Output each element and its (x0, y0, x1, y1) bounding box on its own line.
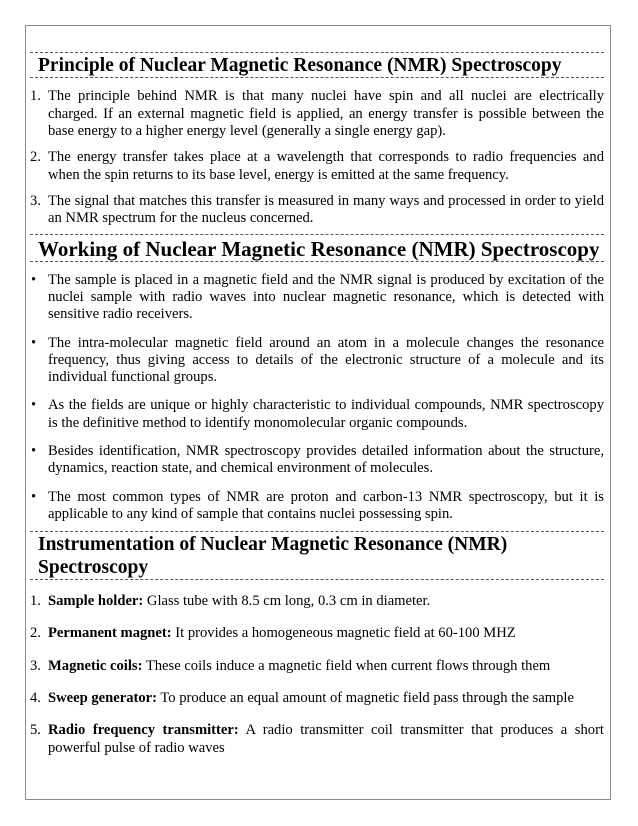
bullet-icon: • (31, 397, 37, 414)
list-number: 5. (30, 722, 41, 739)
section-heading-instrumentation: Instrumentation of Nuclear Magnetic Resonance (NMR) Spectroscopy (30, 531, 604, 580)
working-list (30, 272, 604, 524)
item-term: Magnetic coils: (48, 657, 143, 674)
item-term: Radio frequency transmitter: (48, 722, 239, 739)
item-term: Permanent magnet: (48, 625, 172, 642)
list-item (30, 489, 604, 524)
item-term: Sweep generator: (48, 689, 158, 706)
instrumentation-list (30, 593, 604, 757)
bullet-icon: • (31, 443, 37, 460)
list-item (30, 335, 604, 387)
list-number: 2. (30, 625, 41, 642)
list-number: 3. (30, 657, 41, 674)
document-body (30, 52, 604, 772)
list-item (30, 193, 604, 228)
list-item (30, 658, 604, 675)
list-item (30, 722, 604, 757)
list-item-text: To produce an equal amount of magnetic field pass through the sample (160, 689, 574, 706)
list-item-text: A radio transmitter coil transmitter that produces a short powerful pulse of radio waves (48, 722, 604, 756)
list-item (30, 625, 604, 642)
list-item-text: Glass tube with 8.5 cm long, 0.3 cm in diameter. (146, 593, 431, 610)
list-item (30, 149, 604, 184)
list-item (30, 88, 604, 140)
list-item-text: The principle behind NMR is that many nuclei have spin and all nuclei are electrically charged. If an external magnetic field is applied, an energy transfer is possible between the base energy to a higher energy level (generally a single energy gap). (48, 88, 604, 140)
list-item-text: Besides identification, NMR spectroscopy provides detailed information about the structure, dynamics, reaction state, and chemical environment of molecules. (48, 443, 604, 477)
list-item-text: As the fields are unique or highly characteristic to individual compounds, NMR spectroscopy is the definitive method to identify monomolecular organic compounds. (48, 397, 604, 431)
list-item (30, 443, 604, 478)
section-heading-principle: Principle of Nuclear Magnetic Resonance (NMR) Spectroscopy (30, 52, 604, 78)
list-item-text: The signal that matches this transfer is measured in many ways and processed in order to yield an NMR spectrum for the nucleus concerned. (48, 192, 604, 227)
list-item-text: The energy transfer takes place at a wavelength that corresponds to radio frequencies and when the spin returns to its base level, energy is emitted at the same frequency. (48, 149, 604, 183)
section-heading-working: Working of Nuclear Magnetic Resonance (NMR) Spectroscopy (30, 234, 604, 262)
item-term: Sample holder: (48, 593, 144, 610)
bullet-icon: • (31, 488, 37, 505)
bullet-icon: • (31, 271, 37, 288)
list-item (30, 690, 604, 707)
list-number: 4. (30, 689, 41, 706)
list-number: 2. (30, 149, 41, 166)
principle-list (30, 88, 604, 227)
list-item-text: These coils induce a magnetic field when current flows through them (145, 657, 551, 674)
list-item (30, 593, 604, 610)
list-item (30, 272, 604, 324)
list-number: 1. (30, 593, 41, 610)
list-item-text: It provides a homogeneous magnetic field at 60-100 MHZ (175, 625, 516, 642)
list-item-text: The most common types of NMR are proton and carbon-13 NMR spectroscopy, but it is applicable to any kind of sample that contains nuclei possessing spin. (48, 488, 604, 522)
list-item-text: The sample is placed in a magnetic field and the NMR signal is produced by excitation of the nuclei sample with radio waves into nuclear magnetic resonance, which is detected with sensitive radio receivers. (48, 271, 604, 323)
list-number: 1. (30, 88, 41, 105)
list-item-text: The intra-molecular magnetic field around an atom in a molecule changes the resonance frequency, thus giving access to details of the electronic structure of a molecule and its individual functional groups. (48, 334, 604, 386)
list-number: 3. (30, 192, 41, 209)
list-item (30, 397, 604, 432)
bullet-icon: • (31, 334, 37, 351)
